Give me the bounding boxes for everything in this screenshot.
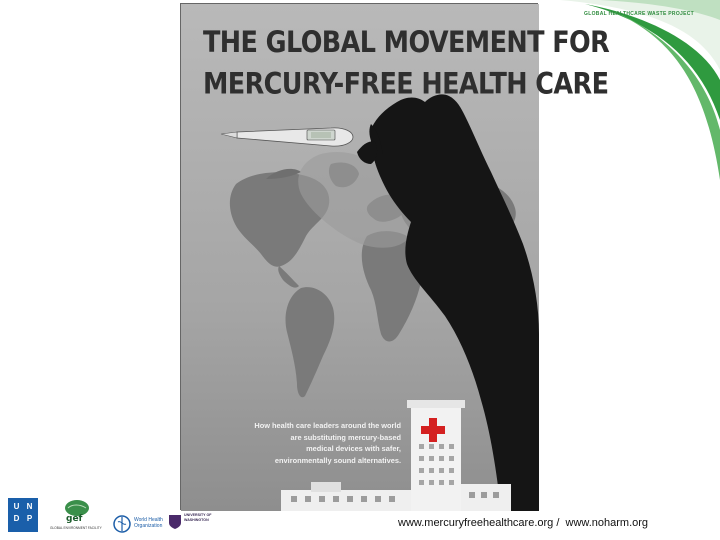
poster-image bbox=[180, 3, 610, 510]
university-line-1: UNIVERSITY OF bbox=[184, 513, 212, 517]
undp-letter-u: U bbox=[13, 502, 20, 511]
university-text bbox=[184, 513, 212, 522]
poster-caption-line-1: How health care leaders around the world bbox=[254, 421, 401, 430]
poster-title-line-1: THE GLOBAL MOVEMENT FOR bbox=[203, 25, 610, 60]
undp-letter-n: N bbox=[26, 502, 33, 511]
who-text bbox=[134, 517, 163, 529]
university-crest-icon bbox=[168, 514, 182, 530]
poster-caption bbox=[211, 420, 401, 466]
gef-wordmark: gef bbox=[66, 514, 83, 524]
who-line-2: Organization bbox=[134, 523, 163, 529]
poster-title bbox=[203, 22, 610, 105]
footer-url[interactable]: www.mercuryfreehealthcare.org / www.noharm.org bbox=[398, 517, 649, 529]
poster-title-line-2: MERCURY-FREE HEALTH CARE bbox=[203, 66, 609, 102]
who-logo bbox=[112, 514, 172, 536]
university-line-2: WASHINGTON bbox=[184, 517, 209, 522]
university-logo bbox=[168, 512, 226, 536]
poster-caption-line-2: are substituting mercury-based bbox=[290, 432, 401, 442]
poster-caption-line-3: medical devices with safer, bbox=[306, 444, 401, 453]
poster-caption-line-4: environmentally sound alternatives. bbox=[274, 455, 401, 465]
undp-logo bbox=[8, 498, 38, 532]
gef-logo bbox=[50, 498, 102, 532]
undp-letter-d: D bbox=[13, 514, 20, 523]
gef-subtitle: GLOBAL ENVIRONMENT FACILITY bbox=[50, 526, 102, 530]
undp-letter-p: P bbox=[26, 514, 33, 523]
who-line-1: World Health bbox=[134, 517, 163, 523]
who-emblem-icon bbox=[112, 514, 132, 534]
project-label: GLOBAL HEALTHCARE WASTE PROJECT bbox=[584, 11, 694, 17]
